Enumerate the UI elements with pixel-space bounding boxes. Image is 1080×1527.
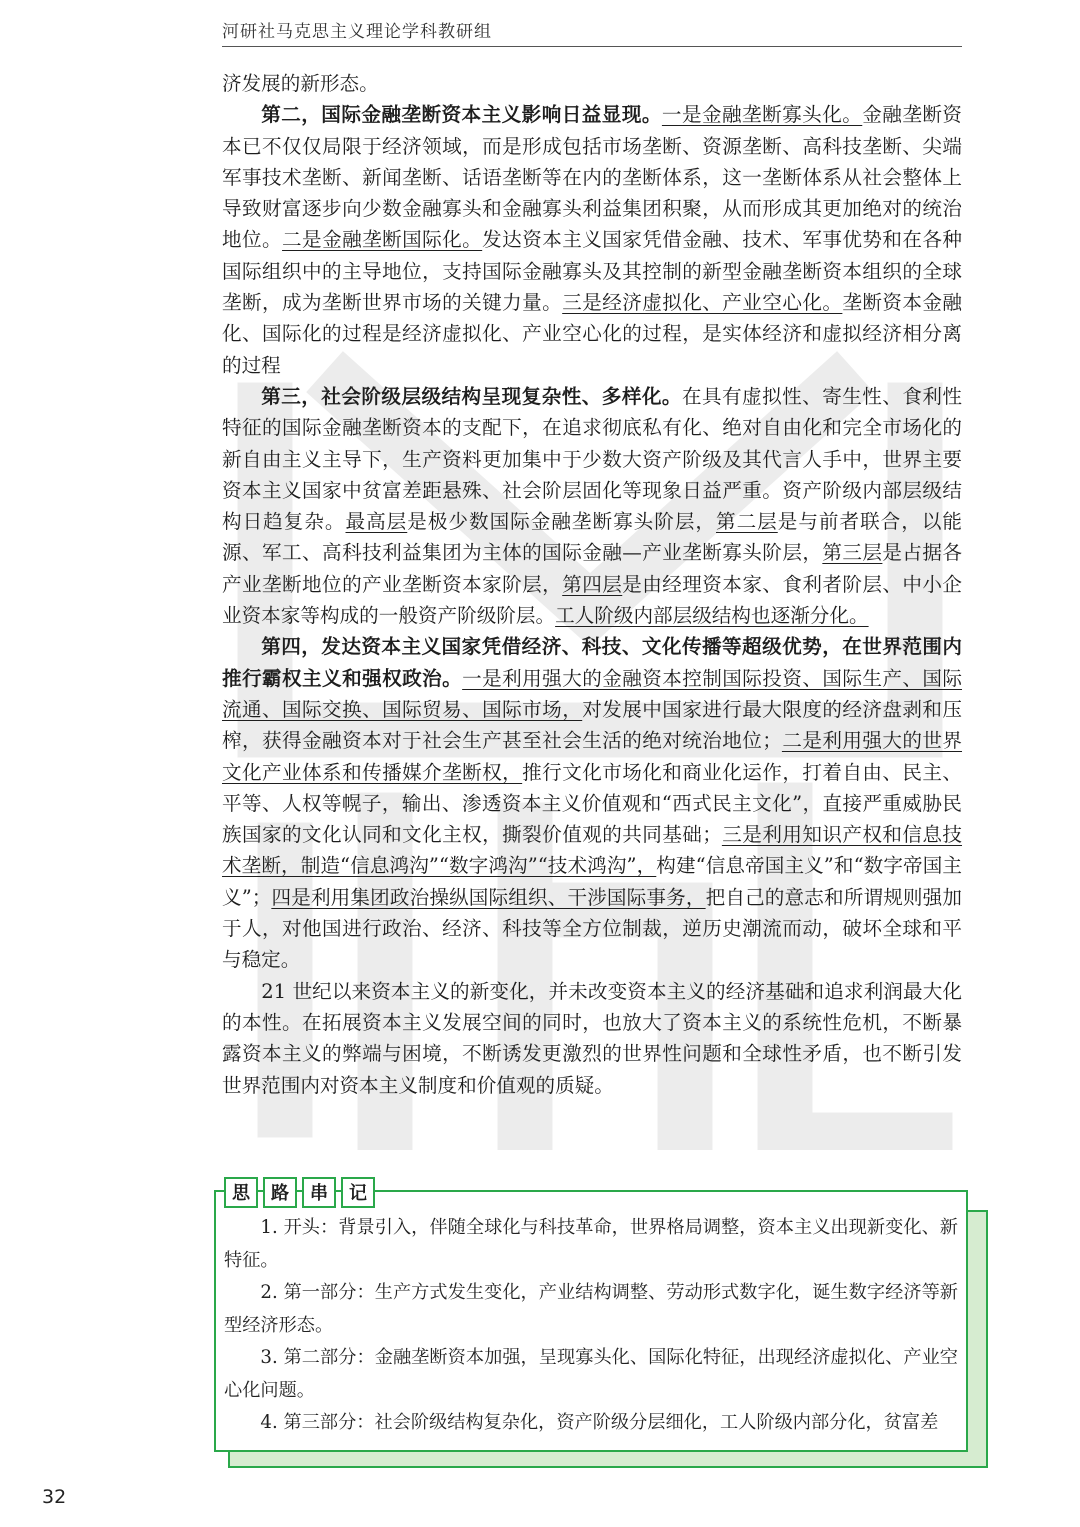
underlined-point: 三是经济虚拟化、产业空心化。	[562, 291, 843, 315]
underlined-point: 二是金融垄断国际化。	[282, 228, 483, 252]
notes-box	[214, 1190, 968, 1452]
paragraph-lead: 第二，国际金融垄断资本主义影响日益显现。	[261, 103, 662, 127]
header-title: 河研社马克思主义理论学科教研组	[222, 22, 492, 42]
underlined-point: 第二层	[716, 510, 778, 534]
notes-item: 2. 第一部分：生产方式发生变化，产业结构调整、劳动形式数字化，诞生数字经济等新型经济形态。	[224, 1282, 958, 1336]
underlined-point: 二是利用强大的世界文化产业体系和传播媒介垄断权，	[222, 729, 963, 784]
paragraph-continuation: 济发展的新形态。	[222, 72, 379, 95]
paragraph-second: 第二，国际金融垄断资本主义影响日益显现。一是金融垄断寡头化。金融垄断资本已不仅仅局限于经济领域，而是形成包括市场垄断、资源垄断、高科技垄断、尖端军事技术垄断、新闻垄断、话语垄断等在内的垄断体系，这一垄断体系从社会整体上导致财富逐步向少数金融寡头和金融寡头利益集团积聚，从而形成其更加绝对的统治地位。二是金融垄断国际化。发达资本主义国家凭借金融、技术、军事优势和在各种国际组织中的主导地位，支持国际金融寡头及其控制的新型金融垄断资本组织的全球垄断，成为垄断世界市场的关键力量。三是经济虚拟化、产业空心化。垄断资本金融化、国际化的过程是经济虚拟化、产业空心化的过程，是实体经济和虚拟经济相分离的过程	[222, 103, 963, 377]
underlined-point: 第四层	[562, 572, 623, 596]
page-header	[222, 20, 962, 47]
notes-title-char: 记	[341, 1177, 375, 1208]
paragraph-conclusion: 21 世纪以来资本主义的新变化，并未改变资本主义的经济基础和追求利润最大化的本性。在拓展资本主义发展空间的同时，也放大了资本主义的系统性危机，不断暴露资本主义的弊端与困境，不断诱发更激烈的世界性问题和全球性矛盾，也不断引发世界范围内对资本主义制度和价值观的质疑。	[222, 979, 962, 1097]
notes-title-char: 思	[224, 1177, 258, 1208]
notes-item: 1. 开头：背景引入，伴随全球化与科技革命，世界格局调整，资本主义出现新变化、新特征。	[224, 1217, 958, 1271]
underlined-point: 工人阶级内部层级结构也逐渐分化。	[555, 604, 869, 628]
page-number: 32	[42, 1486, 67, 1508]
article-body	[222, 68, 962, 1101]
paragraph-lead: 第四，发达资本主义国家凭借经济、科技、文化传播等超级优势，在世界范围内推行霸权主义和强权政治。	[222, 635, 962, 690]
underlined-point: 最高层	[345, 510, 408, 534]
underlined-point: 四是利用集团政治操纵国际组织、干涉国际事务，	[271, 885, 706, 909]
notes-item: 4. 第三部分：社会阶级结构复杂化，资产阶级分层细化，工人阶级内部分化，贫富差	[260, 1412, 939, 1433]
underlined-point: 第三层	[822, 541, 883, 565]
paragraph-fourth: 第四，发达资本主义国家凭借经济、科技、文化传播等超级优势，在世界范围内推行霸权主义和强权政治。一是利用强大的金融资本控制国际投资、国际生产、国际流通、国际交换、国际贸易、国际市场，对发展中国家进行最大限度的经济盘剥和压榨，获得金融资本对于社会生产甚至社会生活的绝对统治地位；二是利用强大的世界文化产业体系和传播媒介垄断权，推行文化市场化和商业化运作，打着自由、民主、平等、人权等幌子，输出、渗透资本主义价值观和“西式民主文化”，直接严重威胁民族国家的文化认同和文化主权，撕裂价值观的共同基础；三是利用知识产权和信息技术垄断，制造“信息鸿沟”“数字鸿沟”“技术鸿沟”，构建“信息帝国主义”和“数字帝国主义”；四是利用集团政治操纵国际组织、干涉国际事务，把自己的意志和所谓规则强加于人，对他国进行政治、经济、科技等全方位制裁，逆历史潮流而动，破坏全球和平与稳定。	[222, 635, 963, 972]
underlined-point: 一是利用强大的金融资本控制国际投资、国际生产、国际流通、国际交换、国际贸易、国际市场，	[222, 666, 963, 721]
notes-item: 3. 第二部分：金融垄断资本加强，呈现寡头化、国际化特征，出现经济虚拟化、产业空心化问题。	[224, 1347, 958, 1401]
underlined-point: 一是金融垄断寡头化。	[661, 103, 863, 127]
underlined-point: 三是利用知识产权和信息技术垄断，制造“信息鸿沟”“数字鸿沟”“技术鸿沟”，	[222, 823, 963, 878]
notes-title-char: 串	[302, 1177, 336, 1208]
paragraph-lead: 第三，社会阶级层级结构呈现复杂性、多样化。	[261, 384, 682, 408]
paragraph-third: 第三，社会阶级层级结构呈现复杂性、多样化。在具有虚拟性、寄生性、食利性特征的国际金融垄断资本的支配下，在追求彻底私有化、绝对自由化和完全市场化的新自由主义主导下，生产资料更加集中于少数大资产阶级及其代言人手中，世界主要资本主义国家中贫富差距悬殊、社会阶层固化等现象日益严重。资产阶级内部层级结构日趋复杂。最高层是极少数国际金融垄断寡头阶层，第二层是与前者联合，以能源、军工、高科技利益集团为主体的国际金融—产业垄断寡头阶层，第三层是占据各产业垄断地位的产业垄断资本家阶层，第四层是由经理资本家、食利者阶层、中小企业资本家等构成的一般资产阶级阶层。工人阶级内部层级结构也逐渐分化。	[222, 384, 963, 628]
notes-title-char: 路	[263, 1177, 297, 1208]
notes-title	[224, 1177, 375, 1208]
